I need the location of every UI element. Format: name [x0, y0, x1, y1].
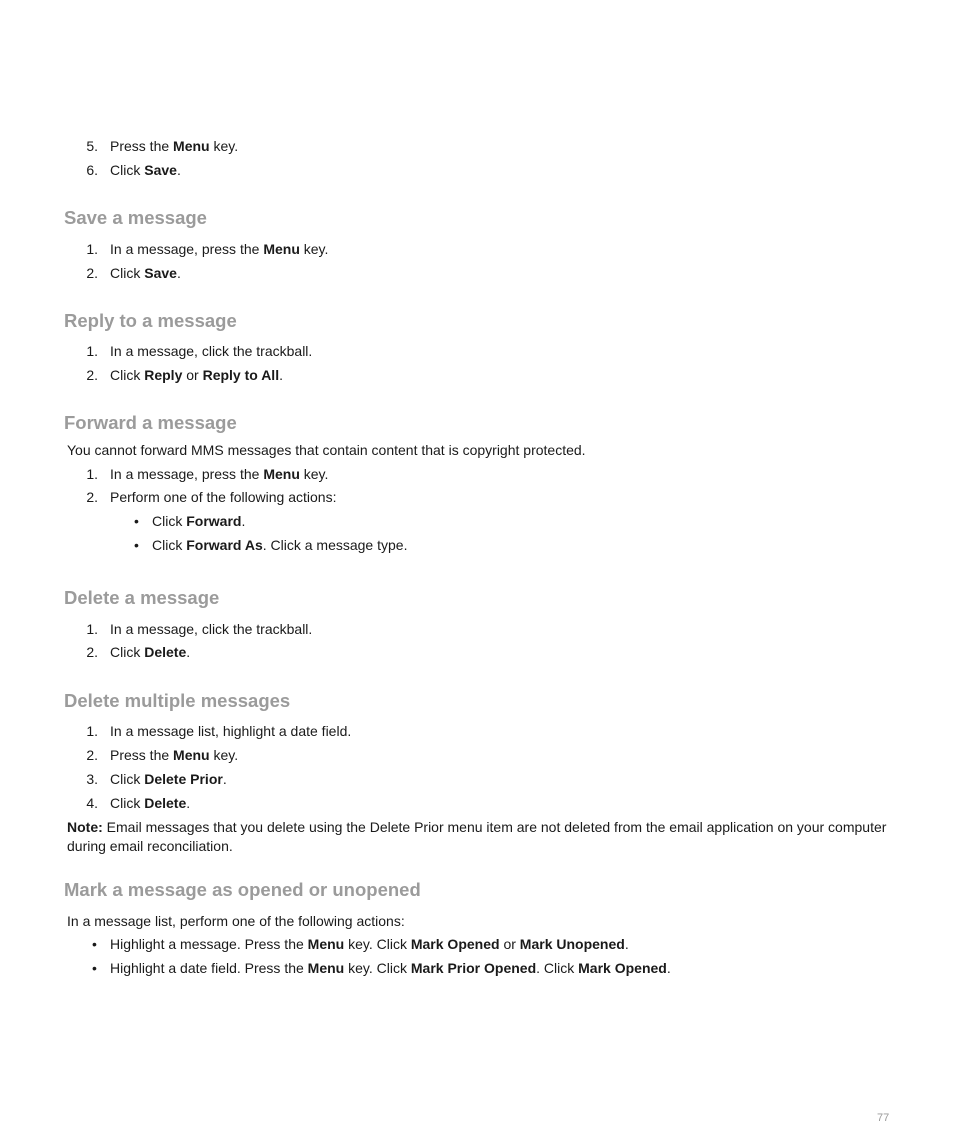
reply-step-2: 2. Click Reply or Reply to All. [86, 367, 283, 383]
forward-step-1: 1. In a message, press the Menu key. [86, 466, 329, 482]
heading-mark-message: Mark a message as opened or unopened [64, 879, 421, 900]
heading-delete-multiple: Delete multiple messages [64, 690, 291, 711]
reply-step-1: 1. In a message, click the trackball. [86, 343, 313, 359]
forward-bullet-1: • Click Forward. [134, 513, 246, 529]
forward-step-2: 2. Perform one of the following actions: [86, 489, 337, 505]
bullet-icon: • [92, 936, 97, 952]
intro-step-5: 5. Press the Menu key. [86, 138, 239, 154]
bullet-icon: • [92, 960, 97, 976]
mark-bullet-2: • Highlight a date field. Press the Menu key. Click Mark Prior Opened. Click Mark Opened. [92, 960, 671, 976]
delete-multi-step-4: 4. Click Delete. [86, 795, 191, 811]
bullet-icon: • [134, 537, 139, 553]
heading-forward-message: Forward a message [64, 412, 237, 433]
heading-reply-message: Reply to a message [64, 310, 237, 331]
delete-step-1: 1. In a message, click the trackball. [86, 621, 313, 637]
heading-delete-message: Delete a message [64, 587, 220, 608]
page-number: 77 [877, 1112, 890, 1124]
save-step-2: 2. Click Save. [86, 265, 181, 281]
mark-intro: In a message list, perform one of the following actions: [67, 913, 405, 929]
delete-multi-step-1: 1. In a message list, highlight a date field. [86, 723, 352, 739]
bullet-icon: • [134, 513, 139, 529]
forward-intro: You cannot forward MMS messages that contain content that is copyright protected. [67, 442, 586, 458]
delete-multi-step-3: 3. Click Delete Prior. [86, 771, 227, 787]
delete-multi-step-2: 2. Press the Menu key. [86, 747, 239, 763]
mark-bullet-1: • Highlight a message. Press the Menu key. Click Mark Opened or Mark Unopened. [92, 936, 629, 952]
forward-bullet-2: • Click Forward As. Click a message type. [134, 537, 408, 553]
heading-save-message: Save a message [64, 207, 207, 228]
delete-step-2: 2. Click Delete. [86, 644, 191, 660]
save-step-1: 1. In a message, press the Menu key. [86, 241, 329, 257]
delete-multi-note: Note: Email messages that you delete using the Delete Prior menu item are not deleted from the email application on your computer during email reconciliation. [67, 819, 887, 854]
intro-step-6: 6. Click Save. [86, 162, 181, 178]
